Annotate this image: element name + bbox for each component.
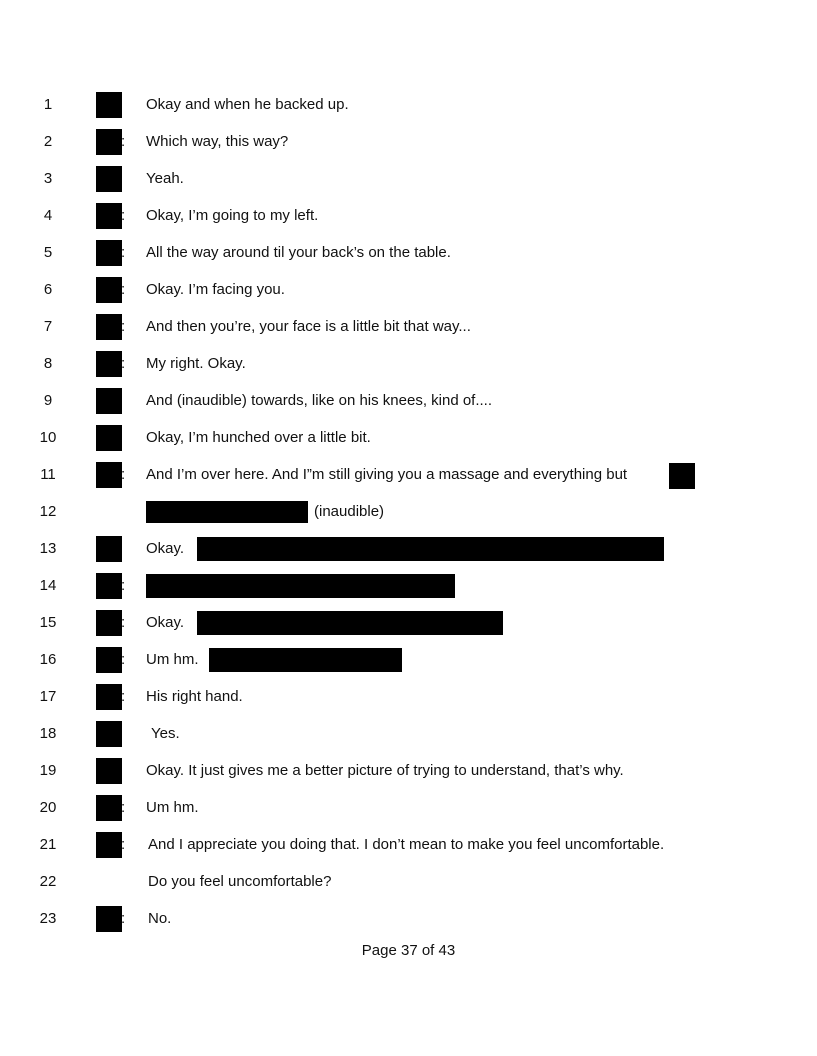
line-number: 6 — [43, 281, 53, 298]
speaker-colon: : — [121, 577, 126, 594]
transcript-line — [0, 793, 817, 823]
line-text: My right. Okay. — [146, 355, 246, 372]
line-number: 5 — [43, 244, 53, 261]
redaction-block — [209, 648, 402, 672]
transcript-line — [0, 349, 817, 379]
redacted-speaker — [96, 536, 122, 562]
transcript-line — [0, 460, 817, 490]
speaker-colon: : — [121, 799, 126, 816]
line-text: Um hm. — [146, 651, 199, 668]
line-number: 21 — [39, 836, 57, 853]
line-text: No. — [148, 910, 172, 927]
redacted-speaker — [96, 721, 122, 747]
speaker-colon: : — [121, 133, 126, 150]
line-number: 7 — [43, 318, 53, 335]
speaker-colon: : — [121, 910, 126, 927]
redacted-speaker — [96, 573, 122, 599]
line-number: 14 — [39, 577, 57, 594]
line-text: Okay. I’m facing you. — [146, 281, 285, 298]
line-text: Um hm. — [146, 799, 199, 816]
transcript-line — [0, 312, 817, 342]
transcript-line — [0, 571, 817, 601]
page-footer: Page 37 of 43 — [361, 942, 456, 959]
line-number: 20 — [39, 799, 57, 816]
line-text: Which way, this way? — [146, 133, 289, 150]
speaker-colon: : — [121, 836, 126, 853]
line-text: Okay. It just gives me a better picture of trying to understand, that’s why. — [146, 762, 624, 779]
transcript-line — [0, 608, 817, 638]
line-number: 18 — [39, 725, 57, 742]
line-text: And I appreciate you doing that. I don’t mean to make you feel uncomfortable. — [148, 836, 665, 853]
line-number: 17 — [39, 688, 57, 705]
transcript-line — [0, 238, 817, 268]
line-text: All the way around til your back’s on the table. — [146, 244, 451, 261]
redacted-speaker — [96, 277, 122, 303]
redacted-speaker — [96, 647, 122, 673]
speaker-colon: : — [121, 244, 126, 261]
transcript-line — [0, 275, 817, 305]
speaker-colon: : — [121, 207, 126, 224]
line-text: And then you’re, your face is a little bit that way... — [146, 318, 471, 335]
transcript-line — [0, 756, 817, 786]
line-text: Okay, I’m going to my left. — [146, 207, 319, 224]
transcript-line — [0, 830, 817, 860]
line-text: Do you feel uncomfortable? — [148, 873, 332, 890]
redacted-speaker — [96, 92, 122, 118]
redaction-block — [197, 537, 664, 561]
line-number: 3 — [43, 170, 53, 187]
transcript-line — [0, 127, 817, 157]
line-text: Yeah. — [146, 170, 184, 187]
line-number: 4 — [43, 207, 53, 224]
redacted-speaker — [96, 388, 122, 414]
transcript-line — [0, 90, 817, 120]
line-number: 11 — [40, 466, 56, 483]
speaker-colon: : — [121, 614, 126, 631]
redacted-speaker — [96, 240, 122, 266]
redaction-block — [197, 611, 503, 635]
line-number: 19 — [39, 762, 57, 779]
redacted-speaker — [96, 129, 122, 155]
redacted-speaker — [96, 314, 122, 340]
transcript-line — [0, 682, 817, 712]
speaker-colon: : — [121, 281, 126, 298]
redacted-speaker — [96, 462, 122, 488]
transcript-line — [0, 719, 817, 749]
line-text: Okay. — [146, 540, 185, 557]
speaker-colon: : — [121, 688, 126, 705]
transcript-line — [0, 867, 817, 897]
redacted-speaker — [96, 832, 122, 858]
speaker-colon: : — [121, 651, 126, 668]
transcript-line — [0, 164, 817, 194]
redacted-speaker — [96, 758, 122, 784]
transcript-line — [0, 201, 817, 231]
redacted-speaker — [96, 203, 122, 229]
line-text: And I’m over here. And I”m still giving you a massage and everything but — [146, 466, 628, 483]
redacted-speaker — [96, 795, 122, 821]
line-number: 1 — [43, 96, 53, 113]
redaction-block — [146, 574, 455, 598]
redacted-speaker — [96, 684, 122, 710]
redacted-speaker — [96, 351, 122, 377]
line-text: His right hand. — [146, 688, 243, 705]
line-number: 10 — [39, 429, 57, 446]
redacted-speaker — [96, 610, 122, 636]
line-number: 9 — [43, 392, 53, 409]
transcript-line — [0, 423, 817, 453]
redacted-speaker — [96, 906, 122, 932]
line-text: Okay, I’m hunched over a little bit. — [146, 429, 371, 446]
transcript-line — [0, 386, 817, 416]
speaker-colon: : — [121, 318, 126, 335]
line-number: 22 — [39, 873, 57, 890]
redaction-block — [669, 463, 695, 489]
line-text: And (inaudible) towards, like on his knees, kind of.... — [146, 392, 493, 409]
line-text: Okay and when he backed up. — [146, 96, 349, 113]
line-text: Yes. — [151, 725, 180, 742]
line-number: 16 — [39, 651, 57, 668]
redaction-block — [146, 501, 308, 523]
speaker-colon: : — [121, 355, 126, 372]
speaker-colon: : — [121, 466, 126, 483]
line-number: 15 — [39, 614, 57, 631]
line-number: 13 — [39, 540, 57, 557]
transcript-line — [0, 497, 817, 527]
redacted-speaker — [96, 166, 122, 192]
line-number: 23 — [39, 910, 57, 927]
transcript-line — [0, 534, 817, 564]
line-number: 8 — [43, 355, 53, 372]
redacted-speaker — [96, 425, 122, 451]
transcript-line — [0, 645, 817, 675]
line-text: Okay. — [146, 614, 185, 631]
transcript-line — [0, 904, 817, 934]
line-text: (inaudible) — [314, 503, 385, 520]
line-number: 12 — [39, 503, 57, 520]
line-number: 2 — [43, 133, 53, 150]
